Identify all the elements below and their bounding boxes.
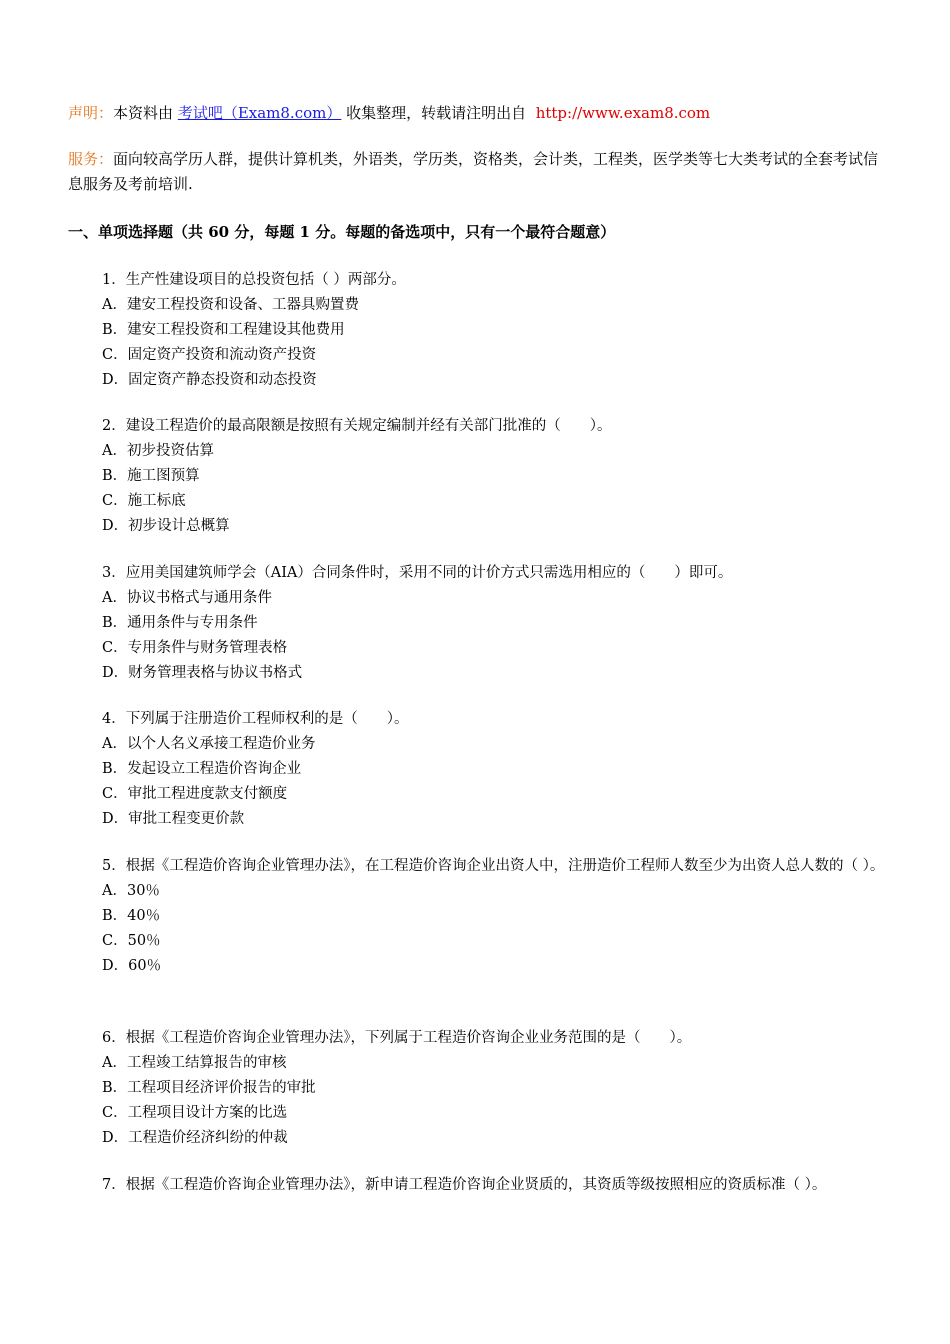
notice-line xyxy=(68,102,710,124)
question-stem: 5．根据《工程造价咨询企业管理办法》，在工程造价咨询企业出资人中，注册造价工程师人数至少为出资人总人数的（ ）。 xyxy=(102,858,885,874)
notice-url[interactable]: http://www.exam8.com xyxy=(535,104,711,122)
question-2 xyxy=(68,414,886,539)
service-paragraph xyxy=(68,147,886,197)
option-a: A．协议书格式与通用条件 xyxy=(102,590,272,606)
option-c: C．专用条件与财务管理表格 xyxy=(102,640,288,656)
question-6 xyxy=(68,1026,886,1151)
option-d: D．初步设计总概算 xyxy=(102,518,230,534)
question-5 xyxy=(68,854,886,979)
option-c: C．50％ xyxy=(102,933,161,949)
section-title: 一、单项选择题（共 60 分，每题 1 分。每题的备选项中，只有一个最符合题意） xyxy=(68,223,616,241)
option-b: B．工程项目经济评价报告的审批 xyxy=(102,1080,316,1096)
option-b: B．40％ xyxy=(102,908,161,924)
option-a: A．工程竣工结算报告的审核 xyxy=(102,1055,287,1071)
notice-text-1: 本资料由 xyxy=(113,104,174,122)
option-d: D．工程造价经济纠纷的仲裁 xyxy=(102,1130,288,1146)
question-stem: 4．下列属于注册造价工程师权利的是（ ）。 xyxy=(102,711,409,727)
question-stem: 7．根据《工程造价咨询企业管理办法》，新申请工程造价咨询企业贤质的，其资质等级按照相应的资质标准（ ）。 xyxy=(102,1177,827,1193)
option-a: A．以个人名义承接工程造价业务 xyxy=(102,736,316,752)
option-a: A．建安工程投资和设备、工器具购置费 xyxy=(102,297,359,313)
option-b: B．建安工程投资和工程建设其他费用 xyxy=(102,322,345,338)
option-c: C．固定资产投资和流动资产投资 xyxy=(102,347,317,363)
option-b: B．施工图预算 xyxy=(102,468,200,484)
question-stem: 6．根据《工程造价咨询企业管理办法》，下列属于工程造价咨询企业业务范围的是（ ）。 xyxy=(102,1030,692,1046)
question-1 xyxy=(68,268,886,393)
option-a: A．初步投资估算 xyxy=(102,443,214,459)
option-d: D．固定资产静态投资和动态投资 xyxy=(102,372,317,388)
service-text: 面向较高学历人群，提供计算机类，外语类，学历类，资格类，会计类，工程类，医学类等七大类考试的全套考试信息服务及考前培训. xyxy=(68,150,879,193)
option-c: C．工程项目设计方案的比选 xyxy=(102,1105,288,1121)
question-stem: 3．应用美国建筑师学会（AIA）合同条件时，采用不同的计价方式只需选用相应的（ ）即可。 xyxy=(102,565,733,581)
question-4 xyxy=(68,707,886,832)
notice-label: 声明： xyxy=(68,104,114,122)
question-7 xyxy=(68,1173,886,1198)
question-stem: 1．生产性建设项目的总投资包括（ ）两部分。 xyxy=(102,272,406,288)
exam8-link[interactable]: 考试吧（Exam8.com） xyxy=(177,104,342,122)
option-b: B．通用条件与专用条件 xyxy=(102,615,258,631)
question-stem: 2．建设工程造价的最高限额是按照有关规定编制并经有关部门批准的（ ）。 xyxy=(102,418,612,434)
service-label: 服务： xyxy=(68,150,114,168)
option-d: D．60％ xyxy=(102,958,162,974)
option-a: A．30％ xyxy=(102,883,160,899)
option-c: C．审批工程进度款支付额度 xyxy=(102,786,288,802)
option-c: C．施工标底 xyxy=(102,493,186,509)
option-d: D．审批工程变更价款 xyxy=(102,811,245,827)
option-d: D．财务管理表格与协议书格式 xyxy=(102,665,303,681)
notice-text-2: 收集整理，转载请注明出自 xyxy=(346,104,527,122)
question-3 xyxy=(68,561,886,686)
option-b: B．发起设立工程造价咨询企业 xyxy=(102,761,302,777)
